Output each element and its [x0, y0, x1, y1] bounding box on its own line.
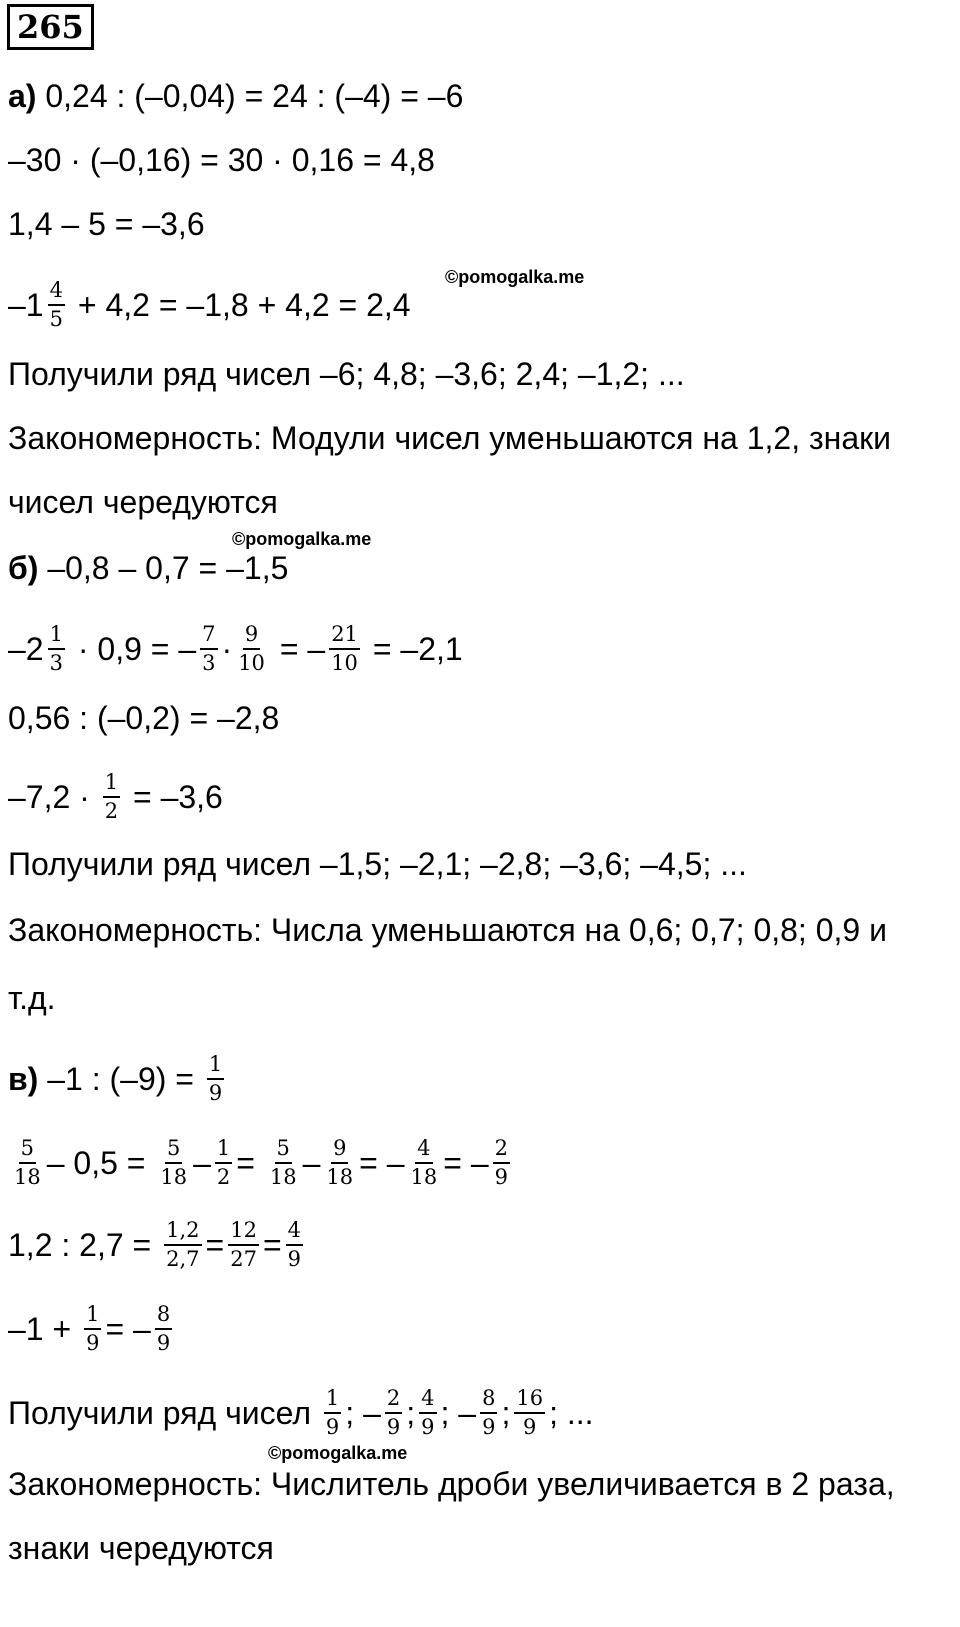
problem-number: 265 [7, 4, 94, 50]
fraction: $\frac{5}{18}$ [14, 1136, 41, 1189]
fraction: $\frac{9}{18}$ [326, 1136, 354, 1189]
part-c-line-3: 1,2 : 2,7 = $\frac{1,2}{2,7}$ = $\frac{12}{27}$ = $\frac{4}{9}$ [8, 1218, 301, 1271]
part-b-line-7: т.д. [8, 980, 56, 1016]
watermark-2: ©pomogalka.me [232, 529, 372, 549]
fraction: $\frac{7}{3}$ [202, 622, 216, 675]
part-c-line-2: $\frac{5}{18}$ – 0,5 = $\frac{5}{18}$ – $\frac{1}{2}$ = $\frac{5}{18}$ – $\frac{9}{18}$ = – $\frac{4}{18}$ = – $\frac{2}{9}$ [14, 1136, 508, 1189]
fraction: $\frac{4}{9}$ [287, 1218, 301, 1271]
part-b-line-3: 0,56 : (–0,2) = –2,8 [8, 700, 280, 736]
fraction: $\frac{1,2}{2,7}$ [166, 1218, 200, 1271]
fraction: $\frac{1}{3}$ [49, 622, 63, 675]
part-a-line-6: Закономерность: Модули чисел уменьшаются на 1,2, знаки [8, 420, 891, 456]
part-c-line-4: –1 + $\frac{1}{9}$ = – $\frac{8}{9}$ [8, 1302, 171, 1355]
part-c-line-1: в) –1 : (–9) = $\frac{1}{9}$ [8, 1052, 223, 1105]
fraction: $\frac{2}{9}$ [494, 1136, 508, 1189]
part-a-line-7: чисел чередуются [8, 484, 278, 520]
fraction: $\frac{21}{10}$ [331, 622, 358, 675]
part-a-line-2: –30 · (–0,16) = 30 · 0,16 = 4,8 [8, 142, 435, 178]
fraction: $\frac{16}{9}$ [516, 1386, 544, 1439]
fraction: $\frac{1}{9}$ [208, 1052, 223, 1105]
fraction: $\frac{12}{27}$ [230, 1218, 257, 1271]
part-a-line-4: –1 $\frac{4}{5}$ + 4,2 = –1,8 + 4,2 = 2,4 [8, 278, 411, 331]
part-b-line-1: б) –0,8 – 0,7 = –1,5 [8, 550, 289, 586]
part-c-line-5: Получили ряд чисел $\frac{1}{9}$ ; – $\frac{2}{9}$ ; $\frac{4}{9}$ ; – $\frac{8}{9}$ ; $\frac{16}{9}$ ; ... [8, 1386, 594, 1439]
part-a-line-5: Получили ряд чисел –6; 4,8; –3,6; 2,4; –1,2; ... [8, 356, 685, 392]
watermark-1: ©pomogalka.me [445, 267, 585, 287]
fraction: $\frac{5}{18}$ [160, 1136, 188, 1189]
fraction: $\frac{1}{2}$ [104, 770, 119, 823]
fraction: $\frac{4}{9}$ [421, 1386, 435, 1439]
fraction: $\frac{1}{2}$ [216, 1136, 231, 1189]
watermark-3: ©pomogalka.me [268, 1443, 408, 1463]
fraction: $\frac{1}{9}$ [86, 1302, 100, 1355]
part-b-line-6: Закономерность: Числа уменьшаются на 0,6; 0,7; 0,8; 0,9 и [8, 912, 887, 948]
fraction: $\frac{5}{18}$ [269, 1136, 297, 1189]
part-b-label: б) [8, 550, 39, 586]
part-b-line-2: –2 $\frac{1}{3}$ · 0,9 = – $\frac{7}{3}$ · $\frac{9}{10}$ = – $\frac{21}{10}$ = –2,1 [8, 622, 463, 675]
part-c-line-7: знаки чередуются [8, 1530, 274, 1566]
fraction: $\frac{9}{10}$ [238, 622, 265, 675]
part-a-line-1: а) 0,24 : (–0,04) = 24 : (–4) = –6 [8, 78, 464, 114]
part-a-label: а) [8, 78, 37, 114]
part-b-line-5: Получили ряд чисел –1,5; –2,1; –2,8; –3,6; –4,5; ... [8, 846, 747, 882]
fraction: $\frac{8}{9}$ [482, 1386, 496, 1439]
part-c-line-6: Закономерность: Числитель дроби увеличивается в 2 раза, [8, 1466, 895, 1502]
fraction: $\frac{1}{9}$ [325, 1386, 340, 1439]
fraction: $\frac{2}{9}$ [386, 1386, 401, 1439]
fraction: $\frac{4}{5}$ [49, 278, 63, 331]
fraction: $\frac{4}{18}$ [410, 1136, 438, 1189]
part-a-line-3: 1,4 – 5 = –3,6 [8, 206, 205, 242]
fraction: $\frac{8}{9}$ [156, 1302, 171, 1355]
part-b-line-4: –7,2 · $\frac{1}{2}$ = –3,6 [8, 770, 223, 823]
part-c-label: в) [8, 1061, 39, 1097]
